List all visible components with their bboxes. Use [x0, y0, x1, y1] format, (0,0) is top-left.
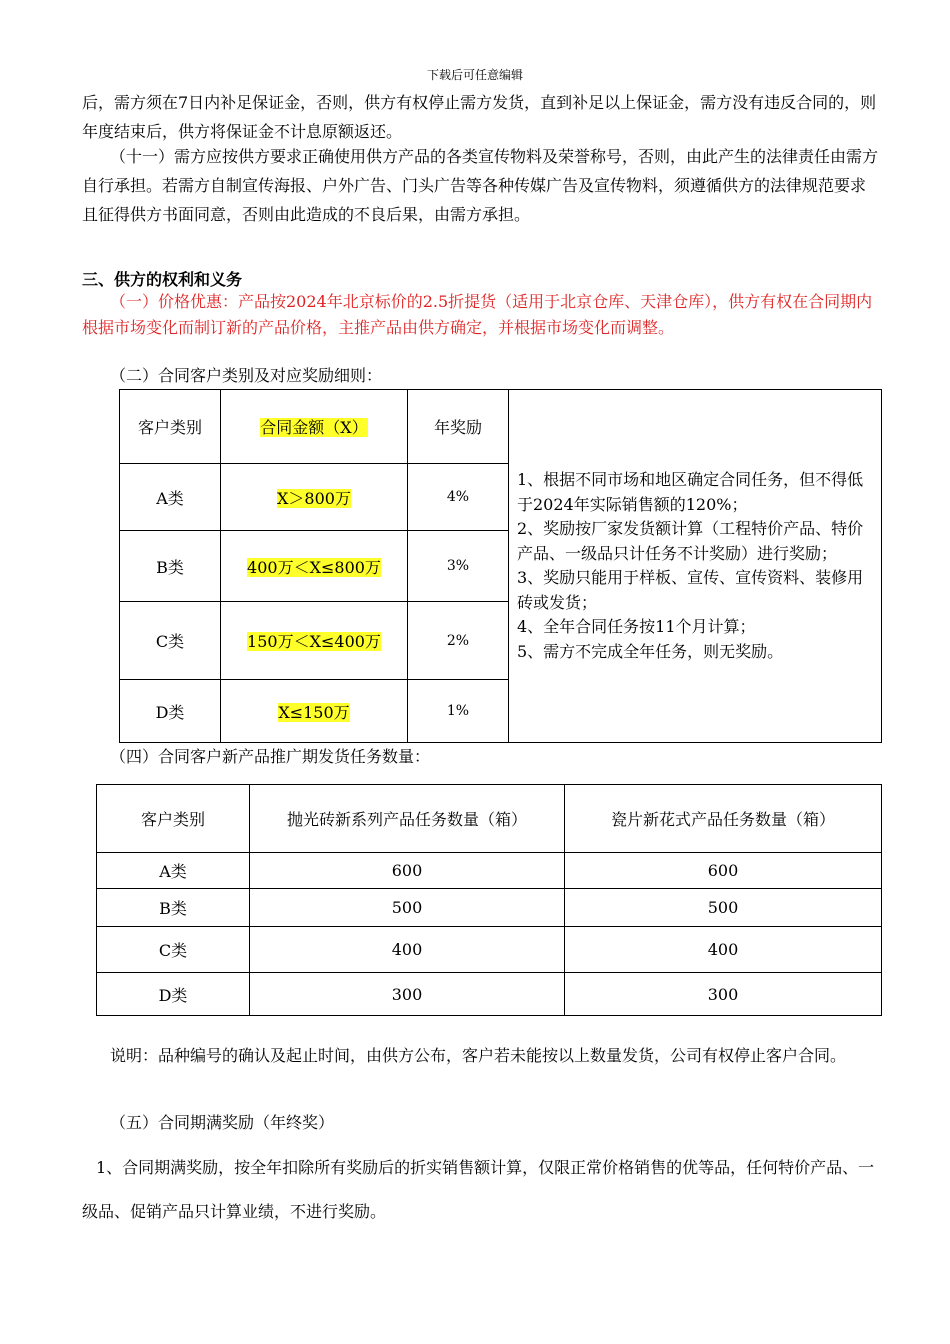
- polished-cell: 300: [250, 973, 565, 1016]
- note-item: 3、奖励只能用于样板、宣传、宣传资料、装修用砖或发货；: [517, 568, 864, 612]
- tile-cell: 300: [565, 973, 882, 1016]
- tile-cell: 400: [565, 927, 882, 973]
- polished-cell: 400: [250, 927, 565, 973]
- reward-cell: 2%: [408, 602, 509, 680]
- category-cell: C类: [97, 927, 250, 973]
- polished-cell: 500: [250, 889, 565, 927]
- category-cell: A类: [120, 464, 221, 531]
- amount-value: X＞800万: [277, 488, 351, 508]
- header-cell: 客户类别: [120, 390, 221, 464]
- polished-cell: 600: [250, 853, 565, 889]
- header-cell: 年奖励: [408, 390, 509, 464]
- paragraph-table2-intro: （四）合同客户新产品推广期发货任务数量：: [110, 747, 431, 766]
- reward-cell: 4%: [408, 464, 509, 531]
- amount-value: 400万＜X≤800万: [247, 557, 381, 577]
- table-row: [97, 889, 882, 927]
- table-row: [97, 973, 882, 1016]
- category-cell: B类: [120, 531, 221, 602]
- table-row: [97, 853, 882, 889]
- header-cell: 瓷片新花式产品任务数量（箱）: [565, 785, 882, 853]
- category-cell: D类: [97, 973, 250, 1016]
- reward-cell: 3%: [408, 531, 509, 602]
- amount-value: 150万＜X≤400万: [247, 632, 381, 651]
- amount-cell: [221, 531, 408, 602]
- reward-cell: 1%: [408, 680, 509, 743]
- amount-cell: [221, 602, 408, 680]
- section-title: 三、供方的权利和义务: [82, 270, 243, 289]
- paragraph-year-end: 1、合同期满奖励，按全年扣除所有奖励后的折实销售额计算，仅限正常价格销售的优等品，任何特价产品、一级品、促销产品只计算业绩，不进行奖励。: [82, 1158, 875, 1221]
- note-item: 4、全年合同任务按11个月计算；: [517, 617, 756, 636]
- category-cell: A类: [97, 853, 250, 889]
- paragraph-deposit: 后，需方须在7日内补足保证金，否则，供方有权停止需方发货，直到补足以上保证金，需方没有违反合同的，则年度结束后，供方将保证金不计息原额返还。: [82, 93, 877, 141]
- note-item: 2、奖励按厂家发货额计算（工程特价产品、特价产品、一级品只计任务不计奖励）进行奖励；: [517, 519, 864, 563]
- table-header-row: [97, 785, 882, 853]
- tile-cell: 500: [565, 889, 882, 927]
- tile-cell: 600: [565, 853, 882, 889]
- header-cell-highlight: 合同金额（X）: [260, 418, 368, 437]
- category-cell: B类: [97, 889, 250, 927]
- paragraph-section5: （五）合同期满奖励（年终奖）: [110, 1113, 335, 1132]
- note-item: 5、需方不完成全年任务，则无奖励。: [517, 641, 784, 661]
- paragraph-note: 说明：品种编号的确认及起止时间，由供方公布，客户若未能按以上数量发货，公司有权停止客户合同。: [110, 1046, 847, 1065]
- reward-table: [119, 389, 882, 743]
- paragraph-price: （一）价格优惠：产品按2024年北京标价的2.5折提货（适用于北京仓库、天津仓库），供方有权在合同期内根据市场变化而制订新的产品价格，主推产品由供方确定，并根据市场变化而调整。: [82, 292, 873, 337]
- amount-cell: [221, 464, 408, 531]
- table-header-row: [120, 390, 882, 464]
- table-row: [97, 927, 882, 973]
- category-cell: D类: [120, 680, 221, 743]
- header-cell: 抛光砖新系列产品任务数量（箱）: [250, 785, 565, 853]
- category-cell: C类: [120, 602, 221, 680]
- task-table: [96, 784, 882, 1016]
- amount-value: X≤150万: [278, 702, 350, 722]
- header-cell: [221, 390, 408, 464]
- reward-notes: [509, 390, 882, 743]
- header-cell: 客户类别: [97, 785, 250, 853]
- page-header: 下载后可任意编辑: [426, 68, 523, 82]
- amount-cell: [221, 680, 408, 743]
- paragraph-table1-intro: （二）合同客户类别及对应奖励细则：: [110, 366, 383, 385]
- paragraph-eleven: （十一）需方应按供方要求正确使用供方产品的各类宣传物料及荣誉称号，否则，由此产生的法律责任由需方自行承担。若需方自制宣传海报、户外广告、门头广告等各种传媒广告及宣传物料，须遵循供方的法律规范要求且征得供方书面同意，否则由此造成的不良后果，由需方承担。: [82, 147, 879, 224]
- note-item: 1、根据不同市场和地区确定合同任务，但不得低于2024年实际销售额的120%；: [517, 470, 864, 514]
